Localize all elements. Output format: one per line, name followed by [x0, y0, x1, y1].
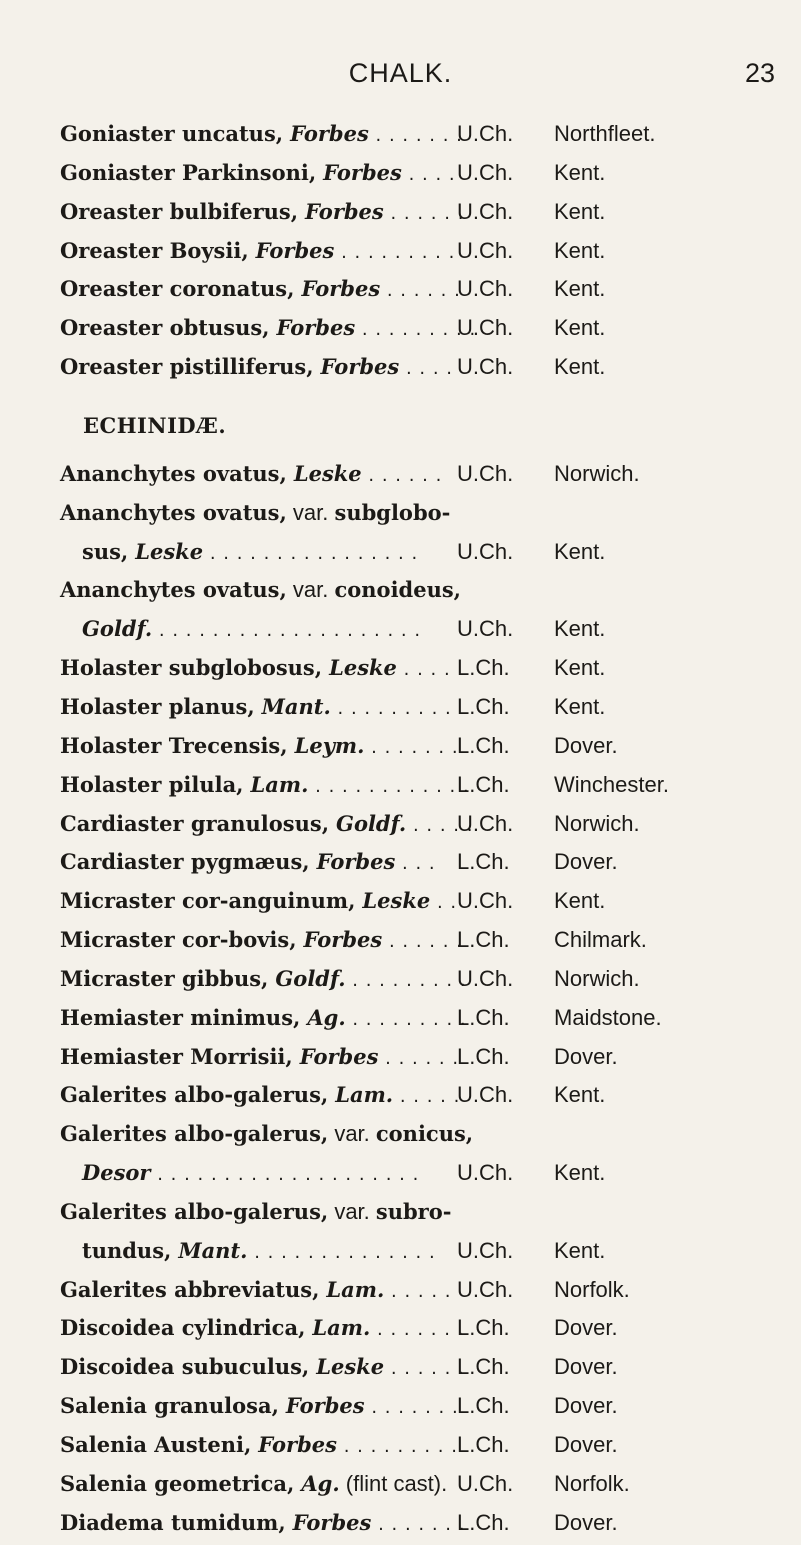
- leader-dots: . . . . . . . . . . . . . . . . . . . .: [152, 620, 422, 642]
- species-entry: [60, 1193, 780, 1232]
- author-name: Goldf.: [82, 616, 153, 642]
- locality: Kent.: [554, 354, 606, 380]
- formation: L.Ch.: [457, 693, 510, 719]
- locality: Norwich.: [554, 810, 640, 836]
- species-name: Holaster pilula,: [60, 771, 244, 797]
- leader-dots: . . . . . . . . .: [334, 241, 456, 263]
- species-entry: [60, 688, 780, 727]
- species-name: Oreaster coronatus,: [60, 276, 295, 302]
- author-name: Forbes: [290, 121, 369, 146]
- locality: Kent.: [554, 538, 606, 564]
- formation: L.Ch.: [457, 1432, 510, 1457]
- species-name: Hemiaster Morrisii,: [60, 1043, 293, 1069]
- annotation-text: var.: [328, 1121, 376, 1147]
- locality: Kent.: [554, 693, 606, 719]
- species-name: Galerites albo-galerus,: [60, 1082, 329, 1108]
- leader-dots: . . . . .: [393, 1086, 461, 1108]
- species-entry: [60, 1387, 780, 1426]
- species-name: Galerites albo-galerus,: [60, 1121, 329, 1147]
- species-name: Discoidea cylindrica,: [60, 1315, 306, 1341]
- leader-dots: . . . . . .: [380, 280, 461, 302]
- leader-dots: . . . . . . . . . . . . . .: [247, 1241, 436, 1263]
- formation: U.Ch.: [457, 538, 514, 564]
- leader-dots: . . . . .: [406, 814, 474, 836]
- locality: Dover.: [554, 732, 618, 758]
- formation: U.Ch.: [457, 1470, 514, 1496]
- species-name-continued: conicus,: [375, 1121, 474, 1147]
- species-entry: [60, 193, 780, 232]
- species-entry: [60, 455, 780, 494]
- species-name: Galerites albo-galerus,: [60, 1198, 329, 1224]
- species-entry: [60, 960, 780, 999]
- formation: U.Ch.: [457, 354, 514, 380]
- species-name: sus,: [82, 538, 129, 564]
- formation: L.Ch.: [457, 1509, 510, 1535]
- locality: Northfleet.: [554, 121, 656, 146]
- formation: U.Ch.: [457, 888, 514, 914]
- species-entry: [60, 999, 780, 1038]
- author-name: Forbes: [292, 1509, 372, 1535]
- locality: Kent.: [554, 1082, 606, 1108]
- species-name: Salenia Austeni,: [60, 1432, 252, 1457]
- species-name: Hemiaster minimus,: [60, 1004, 301, 1030]
- species-entry: [60, 1504, 780, 1543]
- species-entry: [60, 1115, 780, 1154]
- formation: U.Ch.: [457, 121, 514, 146]
- formation: L.Ch.: [457, 732, 510, 758]
- species-name: Holaster planus,: [60, 693, 255, 719]
- species-name: Goniaster uncatus,: [60, 121, 284, 146]
- species-name: Oreaster bulbiferus,: [60, 198, 299, 224]
- species-name: Holaster Trecensis,: [60, 732, 288, 758]
- leader-dots: . . .: [395, 853, 436, 875]
- species-name-continued: subro-: [375, 1198, 452, 1224]
- locality: Chilmark.: [554, 927, 647, 953]
- formation: U.Ch.: [457, 237, 514, 263]
- leader-dots: . . . . . . . . .: [345, 969, 467, 991]
- species-entry: [60, 270, 780, 309]
- locality: Kent.: [554, 315, 606, 341]
- species-name: Oreaster pistilliferus,: [60, 354, 314, 380]
- formation: L.Ch.: [457, 771, 510, 797]
- species-entry: [60, 649, 780, 688]
- species-name: Micraster cor-anguinum,: [60, 888, 356, 914]
- species-name: tundus,: [82, 1237, 172, 1263]
- formation: U.Ch.: [457, 1082, 514, 1108]
- species-name: Goniaster Parkinsoni,: [60, 159, 317, 185]
- species-entry: [60, 882, 780, 921]
- author-name: Leske: [135, 538, 204, 564]
- formation: U.Ch.: [457, 1276, 514, 1302]
- species-name: Oreaster obtusus,: [60, 315, 270, 341]
- leader-dots: . . . . . . .: [364, 736, 459, 758]
- locality: Dover.: [554, 1354, 618, 1380]
- leader-dots: . . . . . . .: [364, 1397, 459, 1419]
- formation: U.Ch.: [457, 1160, 514, 1186]
- author-name: Forbes: [301, 276, 381, 302]
- species-name: Ananchytes ovatus,: [60, 499, 287, 525]
- formation: U.Ch.: [457, 616, 514, 642]
- author-name: Mant.: [261, 693, 331, 719]
- author-name: Forbes: [320, 354, 400, 380]
- locality: Kent.: [554, 237, 606, 263]
- running-title: CHALK.: [348, 58, 453, 88]
- leader-dots: . . . . . .: [378, 1047, 460, 1069]
- author-name: Forbes: [323, 159, 402, 185]
- author-name: Forbes: [285, 1393, 365, 1419]
- species-name: Diadema tumidum,: [60, 1509, 286, 1535]
- leader-dots: . . . . . . . . .: [336, 1436, 458, 1457]
- formation: L.Ch.: [457, 655, 510, 681]
- species-entry: [60, 1426, 780, 1465]
- leader-dots: . . . . . . .: [371, 1513, 466, 1535]
- leader-dots: . . . . . . . . . . . .: [308, 775, 470, 797]
- species-name: Discoidea subuculus,: [60, 1354, 310, 1380]
- author-name: Lam.: [250, 771, 309, 797]
- locality: Kent.: [554, 655, 606, 681]
- formation: U.Ch.: [457, 315, 514, 341]
- author-name: Leym.: [294, 732, 365, 758]
- page-number: 23: [744, 58, 775, 88]
- formation: L.Ch.: [457, 1393, 510, 1419]
- locality: Kent.: [554, 276, 606, 302]
- formation: U.Ch.: [457, 965, 514, 991]
- species-entry: [60, 1038, 780, 1077]
- author-name: Forbes: [316, 849, 396, 875]
- locality: Norwich.: [554, 460, 640, 486]
- locality: Norfolk.: [554, 1470, 630, 1496]
- species-entry: [60, 1076, 780, 1115]
- species-entry: [60, 348, 780, 387]
- species-name: Ananchytes ovatus,: [60, 577, 287, 603]
- author-name: Desor: [82, 1160, 151, 1186]
- leader-dots: . . . . . . .: [368, 125, 463, 146]
- author-name: Ag.: [307, 1004, 346, 1030]
- species-entry-continuation: [60, 533, 780, 572]
- species-name-continued: conoideus,: [334, 577, 461, 603]
- formation: U.Ch.: [457, 460, 514, 486]
- locality: Dover.: [554, 1043, 618, 1069]
- leader-dots: . . . . . .: [384, 1358, 465, 1380]
- locality: Kent.: [554, 888, 606, 914]
- species-entry: [60, 1309, 780, 1348]
- species-entry: [60, 921, 780, 960]
- formation: L.Ch.: [457, 1043, 510, 1069]
- species-name: Ananchytes ovatus,: [60, 460, 287, 486]
- leader-dots: . . . .: [401, 163, 456, 185]
- leader-dots: . . . .: [396, 659, 451, 681]
- author-name: Forbes: [305, 198, 384, 224]
- locality: Kent.: [554, 1160, 606, 1186]
- species-entry: [60, 309, 780, 348]
- species-entry-continuation: [60, 1154, 780, 1193]
- species-entry: [60, 843, 780, 882]
- leader-dots: . . . . . .: [361, 464, 443, 486]
- species-name: Salenia geometrica,: [60, 1470, 295, 1496]
- species-name: Micraster cor-bovis,: [60, 927, 297, 953]
- leader-dots: . . . . . . .: [370, 1319, 465, 1341]
- locality: Dover.: [554, 1315, 618, 1341]
- species-entry-continuation: [60, 1232, 780, 1271]
- species-name: Cardiaster granulosus,: [60, 810, 330, 836]
- formation: L.Ch.: [457, 849, 510, 875]
- author-name: Leske: [362, 888, 431, 914]
- locality: Norfolk.: [554, 1276, 630, 1302]
- author-name: Mant.: [178, 1237, 248, 1263]
- author-name: Forbes: [303, 927, 383, 953]
- locality: Winchester.: [554, 771, 669, 797]
- formation: L.Ch.: [457, 927, 510, 953]
- author-name: Ag.: [301, 1470, 340, 1496]
- author-name: Leske: [293, 460, 362, 486]
- author-name: Goldf.: [275, 965, 346, 991]
- section-heading: ECHINIDÆ.: [83, 412, 227, 438]
- annotation-text: var.: [286, 499, 335, 525]
- formation: L.Ch.: [457, 1354, 510, 1380]
- formation: U.Ch.: [457, 198, 514, 224]
- species-name: Holaster subglobosus,: [60, 655, 323, 681]
- locality: Dover.: [554, 1509, 618, 1535]
- author-name: Leske: [329, 655, 397, 681]
- locality: Kent.: [554, 1237, 606, 1263]
- species-entry: [60, 1271, 780, 1310]
- author-name: Goldf.: [336, 810, 407, 836]
- leader-dots: . . . . . . . . . . . . . . . .: [203, 542, 419, 564]
- locality: Dover.: [554, 849, 618, 875]
- formation: U.Ch.: [457, 1237, 514, 1263]
- leader-dots: . . . . . . . . .: [355, 319, 477, 341]
- leader-dots: . . . . . . . . . . . . . . . . . . . .: [150, 1164, 420, 1186]
- leader-dots: . . . . . . . . .: [345, 1008, 467, 1030]
- species-name: Salenia granulosa,: [60, 1393, 279, 1419]
- author-name: Lam.: [312, 1315, 371, 1341]
- species-name-continued: subglobo-: [334, 499, 451, 525]
- locality: Kent.: [554, 159, 606, 185]
- species-entry: [60, 154, 780, 193]
- species-name: Cardiaster pygmæus,: [60, 849, 310, 875]
- author-name: Forbes: [276, 315, 356, 341]
- formation: U.Ch.: [457, 810, 514, 836]
- formation: U.Ch.: [457, 276, 514, 302]
- author-name: Forbes: [299, 1043, 379, 1069]
- locality: Dover.: [554, 1393, 618, 1419]
- species-list: [60, 115, 780, 1543]
- locality: Dover.: [554, 1432, 618, 1457]
- leader-dots: . . . .: [399, 358, 454, 380]
- species-entry: [60, 766, 780, 805]
- species-name: Oreaster Boysii,: [60, 237, 249, 263]
- locality: Norwich.: [554, 965, 640, 991]
- leader-dots: . . . . . .: [383, 202, 465, 224]
- author-name: Lam.: [326, 1276, 385, 1302]
- species-name: Micraster gibbus,: [60, 965, 269, 991]
- author-name: Forbes: [258, 1432, 337, 1457]
- species-entry: [60, 232, 780, 271]
- author-name: Forbes: [255, 237, 335, 263]
- leader-dots: . . . . . . . . .: [330, 697, 452, 719]
- species-entry: [60, 571, 780, 610]
- species-entry: [60, 727, 780, 766]
- formation: L.Ch.: [457, 1004, 510, 1030]
- leader-dots: . .: [430, 892, 458, 914]
- species-entry: [60, 115, 780, 154]
- species-entry: [60, 1465, 780, 1504]
- annotation-text: (flint cast).: [339, 1470, 448, 1496]
- leader-dots: . . . . . .: [382, 931, 463, 953]
- locality: Kent.: [554, 616, 606, 642]
- locality: Kent.: [554, 198, 606, 224]
- author-name: Lam.: [335, 1082, 394, 1108]
- leader-dots: . . . . .: [384, 1280, 452, 1302]
- species-entry: [60, 805, 780, 844]
- formation: U.Ch.: [457, 159, 514, 185]
- annotation-text: var.: [328, 1198, 376, 1224]
- species-entry: [60, 1348, 780, 1387]
- species-entry: [60, 494, 780, 533]
- annotation-text: var.: [286, 577, 335, 603]
- locality: Maidstone.: [554, 1004, 662, 1030]
- author-name: Leske: [316, 1354, 385, 1380]
- species-name: Galerites abbreviatus,: [60, 1276, 320, 1302]
- formation: L.Ch.: [457, 1315, 510, 1341]
- species-entry-continuation: [60, 610, 780, 649]
